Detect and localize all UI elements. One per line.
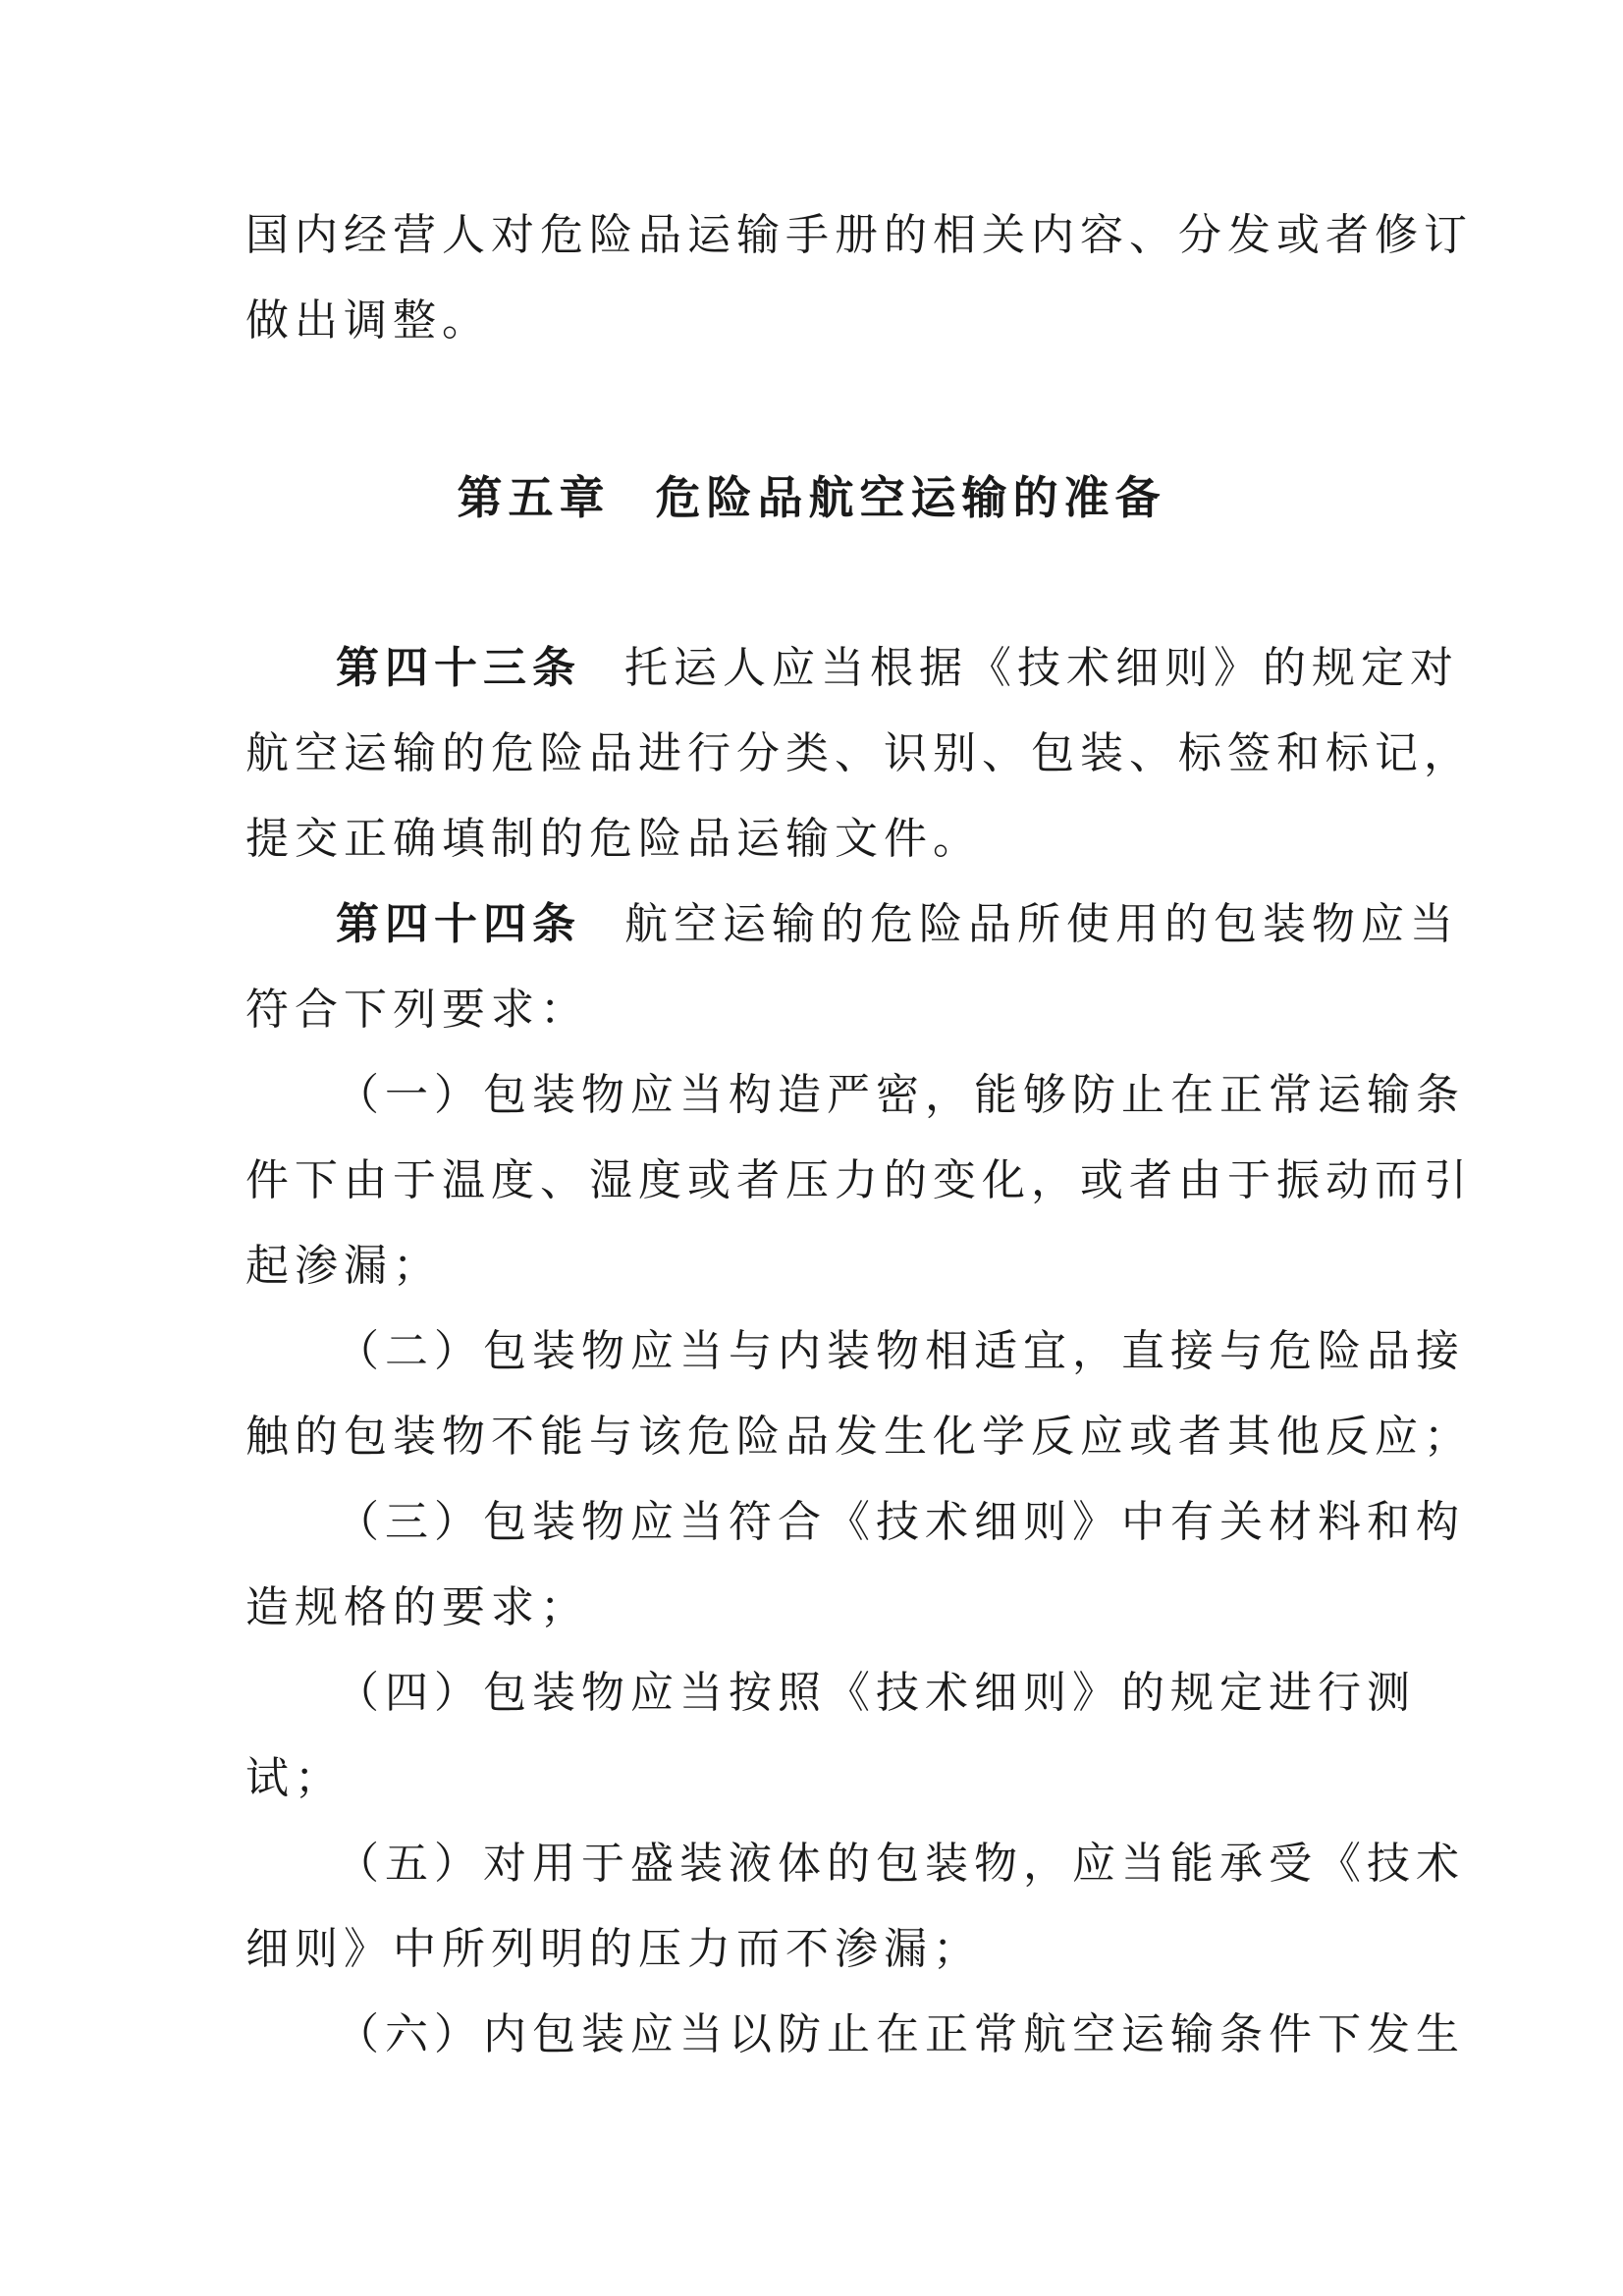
text-line: 符合下列要求：: [245, 985, 589, 1035]
article-label: 第四十四条: [336, 899, 581, 949]
chapter-heading: [0, 455, 1623, 541]
list-item-line: （五）对用于盛装液体的包装物，应当能承受《技术: [336, 1839, 1465, 1889]
list-item-line: （一）包装物应当构造严密，能够防止在正常运输条: [336, 1070, 1465, 1120]
article-text: 托运人应当根据《技术细则》的规定对: [624, 643, 1459, 693]
text-line: 国内经营人对危险品运输手册的相关内容、分发或者修订: [245, 210, 1473, 260]
list-item-line: （三）包装物应当符合《技术细则》中有关材料和构: [336, 1497, 1465, 1547]
chapter-title: 危险品航空运输的准备: [655, 471, 1166, 524]
chapter-number: 第五章: [457, 471, 611, 524]
list-item-line: 造规格的要求；: [245, 1582, 589, 1632]
paragraph-continuation: [245, 192, 1473, 363]
article-43: [245, 625, 1473, 881]
list-item-line: （六）内包装应当以防止在正常航空运输条件下发生: [336, 2009, 1465, 2059]
text-line: 做出调整。: [245, 295, 491, 346]
list-item-line: 细则》中所列明的压力而不渗漏；: [245, 1924, 982, 1974]
list-item-line: 起渗漏；: [245, 1241, 442, 1291]
text-line: 航空运输的危险品进行分类、识别、包装、标签和标记，: [245, 728, 1473, 778]
list-item-line: （四）包装物应当按照《技术细则》的规定进行测: [336, 1668, 1416, 1718]
article-text: 航空运输的危险品所使用的包装物应当: [624, 899, 1459, 949]
list-item-line: 触的包装物不能与该危险品发生化学反应或者其他反应；: [245, 1412, 1473, 1462]
article-44: [245, 881, 1473, 2077]
list-item-line: （二）包装物应当与内装物相适宜，直接与危险品接: [336, 1326, 1465, 1376]
list-item-line: 件下由于温度、湿度或者压力的变化，或者由于振动而引: [245, 1155, 1473, 1205]
text-line: 提交正确填制的危险品运输文件。: [245, 814, 982, 864]
text-line: [245, 625, 1459, 711]
article-label: 第四十三条: [336, 643, 581, 693]
text-line: [245, 881, 1459, 967]
list-item-line: 试；: [245, 1753, 344, 1803]
